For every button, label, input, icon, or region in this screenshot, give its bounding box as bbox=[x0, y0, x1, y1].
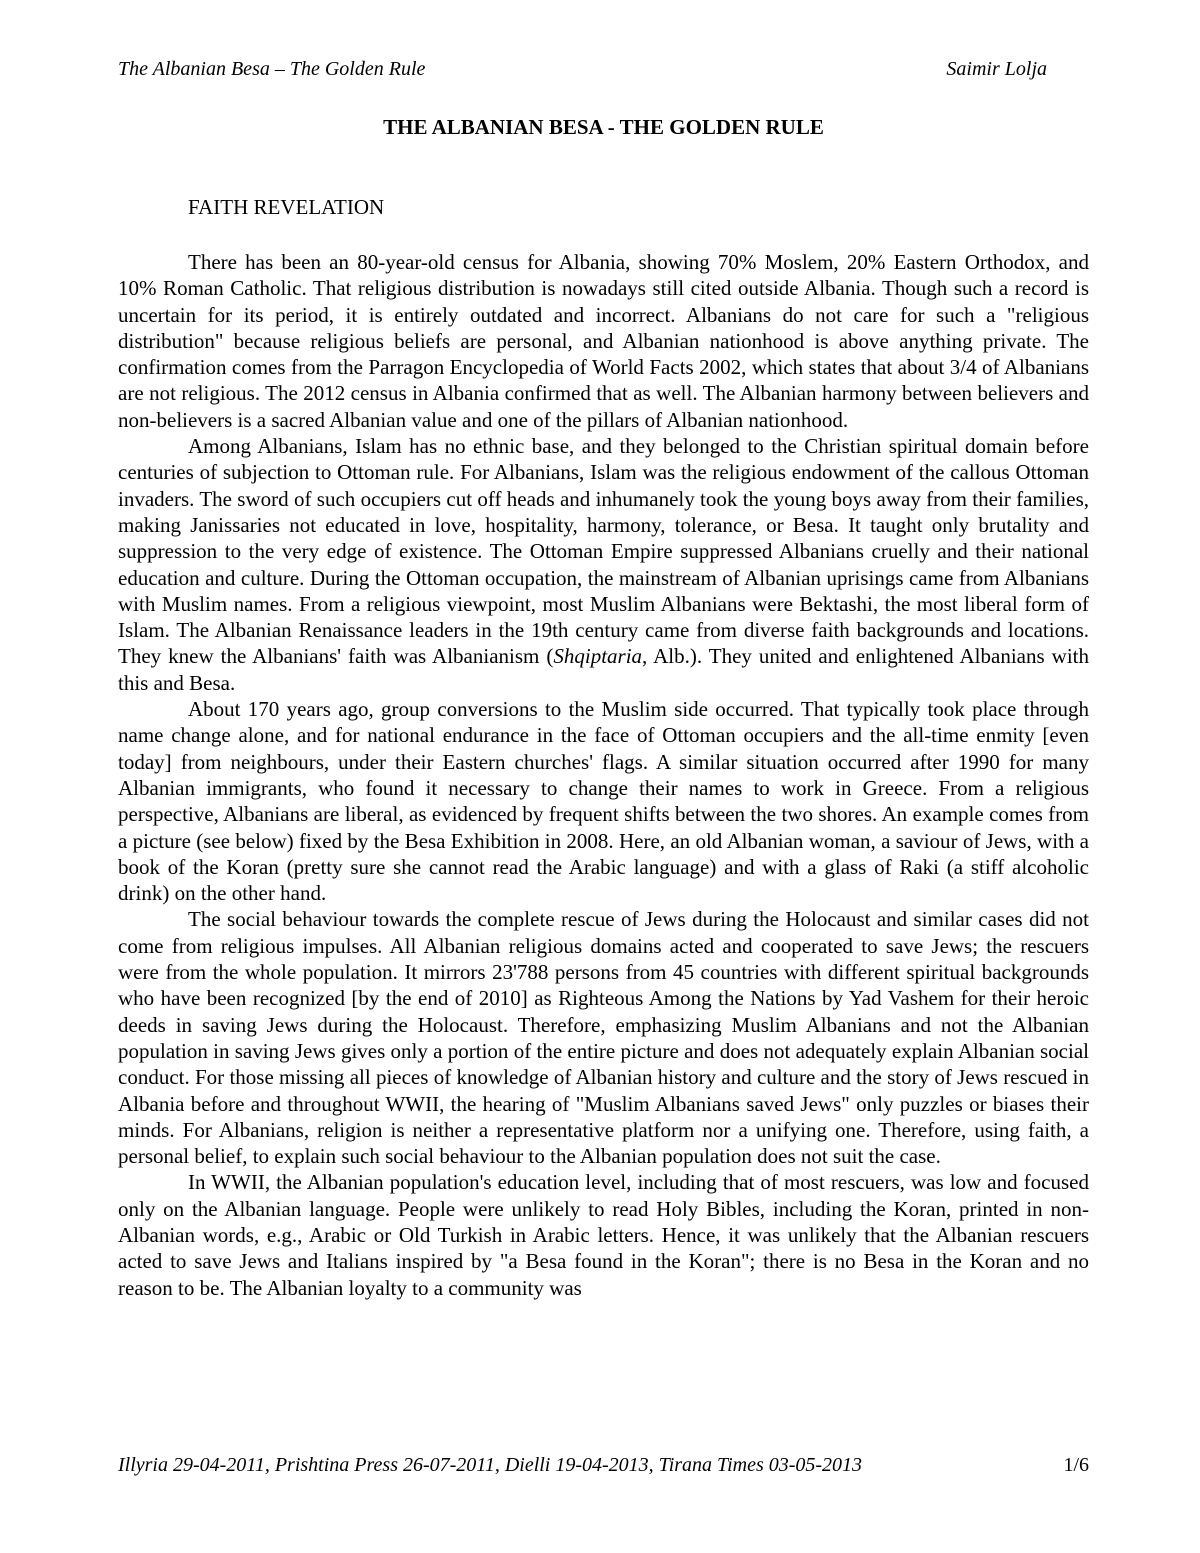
paragraph-2-text-after: , Alb.). They united and enlightened Albanians with this and Besa. bbox=[118, 644, 1089, 695]
paragraph-4: The social behaviour towards the complete rescue of Jews during the Holocaust and similar cases did not come from religious impulses. All Albanian religious domains acted and cooperated to save Jews; the rescuers were from the whole population. It mirrors 23'788 persons from 45 countries with different spiritual backgrounds who have been recognized [by the end of 2010] as Righteous Among the Nations by Yad Vashem for their heroic deeds in saving Jews during the Holocaust. Therefore, emphasizing Muslim Albanians and not the Albanian population in saving Jews gives only a portion of the entire picture and does not adequately explain Albanian social conduct. For those missing all pieces of knowledge of Albanian history and culture and the story of Jews rescued in Albania before and throughout WWII, the hearing of "Muslim Albanians saved Jews" only puzzles or biases their minds. For Albanians, religion is neither a representative platform nor a unifying one. Therefore, using faith, a personal belief, to explain such social behaviour to the Albanian population does not suit the case. bbox=[118, 907, 1089, 1169]
body-text bbox=[118, 249, 1089, 1301]
section-heading: FAITH REVELATION bbox=[188, 195, 385, 219]
paragraph-1: There has been an 80-year-old census for Albania, showing 70% Moslem, 20% Eastern Orthodox, and 10% Roman Catholic. That religious distribution is nowadays still cited outside Albania. Though such a record is uncertain for its period, it is entirely outdated and incorrect. Albanians do not care for such a "religious distribution" because religious beliefs are personal, and Albanian nationhood is above anything private. The confirmation comes from the Parragon Encyclopedia of World Facts 2002, which states that about 3/4 of Albanians are not religious. The 2012 census in Albania confirmed that as well. The Albanian harmony between believers and non-believers is a sacred Albanian value and one of the pillars of Albanian nationhood. bbox=[118, 250, 1089, 432]
page-number: 1/6 bbox=[1063, 1454, 1089, 1476]
running-header bbox=[118, 57, 1047, 81]
header-document-title: The Albanian Besa – The Golden Rule bbox=[118, 58, 426, 80]
paragraph-2 bbox=[118, 433, 1089, 696]
paragraph-3: About 170 years ago, group conversions to the Muslim side occurred. That typically took place through name change alone, and for national endurance in the face of Ottoman occupiers and the all-time enmity [even today] from neighbours, under their Eastern churches' flags. A similar situation occurred after 1990 for many Albanian immigrants, who found it necessary to change their names to work in Greece. From a religious perspective, Albanians are liberal, as evidenced by frequent shifts between the two shores. An example comes from a picture (see below) fixed by the Besa Exhibition in 2008. Here, an old Albanian woman, a saviour of Jews, with a book of the Koran (pretty sure she cannot read the Arabic language) and with a glass of Raki (a stiff alcoholic drink) on the other hand. bbox=[118, 697, 1089, 906]
paragraph-2-italic-term: Shqiptaria bbox=[553, 644, 643, 669]
header-author: Saimir Lolja bbox=[946, 58, 1047, 80]
running-footer bbox=[118, 1453, 1089, 1477]
paragraph-5: In WWII, the Albanian population's education level, including that of most rescuers, was low and focused only on the Albanian language. People were unlikely to read Holy Bibles, including the Koran, printed in non-Albanian words, e.g., Arabic or Old Turkish in Arabic letters. Hence, it was unlikely that the Albanian rescuers acted to save Jews and Italians inspired by "a Besa found in the Koran"; there is no Besa in the Koran and no reason to be. The Albanian loyalty to a community was bbox=[118, 1170, 1089, 1300]
page-title: THE ALBANIAN BESA - THE GOLDEN RULE bbox=[383, 115, 824, 139]
footer-publication-sources: Illyria 29-04-2011, Prishtina Press 26-07-2011, Dielli 19-04-2013, Tirana Times 03-05-2013 bbox=[118, 1454, 863, 1476]
paragraph-2-text-before: Among Albanians, Islam has no ethnic base, and they belonged to the Christian spiritual domain before centuries of subjection to Ottoman rule. For Albanians, Islam was the religious endowment of the callous Ottoman invaders. The sword of such occupiers cut off heads and inhumanely took the young boys away from their families, making Janissaries not educated in love, hospitality, harmony, tolerance, or Besa. It taught only brutality and suppression to the very edge of existence. The Ottoman Empire suppressed Albanians cruelly and their national education and culture. During the Ottoman occupation, the mainstream of Albanian uprisings came from Albanians with Muslim names. From a religious viewpoint, most Muslim Albanians were Bektashi, the most liberal form of Islam. The Albanian Renaissance leaders in the 19th century came from diverse faith backgrounds and locations. They knew the Albanians' faith was Albanianism ( bbox=[118, 434, 1089, 669]
